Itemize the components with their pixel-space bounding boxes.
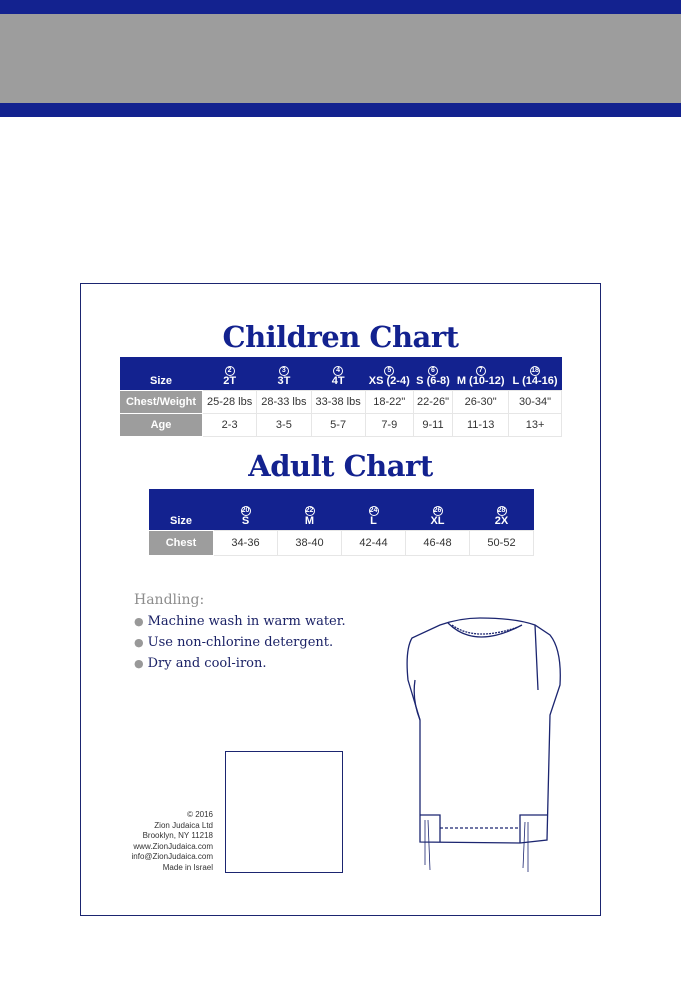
adult-chart-title: Adult Chart <box>248 449 433 483</box>
size-header: Size <box>120 357 203 390</box>
size-label: 2T <box>223 374 237 387</box>
handling-item: ● Dry and cool-iron. <box>134 656 267 671</box>
size-number-badge: 5 <box>384 366 394 376</box>
table-cell: 28-33 lbs <box>257 390 311 413</box>
table-cell: 38-40 <box>278 530 342 555</box>
size-label: S (6-8) <box>416 374 450 387</box>
company-email: info@ZionJudaica.com <box>131 852 213 861</box>
size-column-header <box>203 357 257 390</box>
copyright: © 2016 <box>187 810 213 819</box>
table-row <box>120 390 562 413</box>
size-label: 2X <box>494 514 509 527</box>
tallit-katan-illustration <box>400 610 570 890</box>
size-number-badge: 20 <box>241 506 250 514</box>
size-label: S <box>241 514 250 527</box>
size-number-badge: 2 <box>225 366 235 376</box>
table-row <box>149 530 534 555</box>
size-column-header <box>311 357 365 390</box>
table-cell: 9-11 <box>413 413 452 436</box>
size-label: XL <box>430 514 445 527</box>
size-label: 4T <box>331 374 345 387</box>
size-column-header <box>278 489 342 530</box>
company-website: www.ZionJudaica.com <box>133 841 213 851</box>
handling-item: ● Machine wash in warm water. <box>134 614 346 629</box>
size-label: M (10-12) <box>456 374 505 387</box>
top-blue-band <box>0 0 681 14</box>
size-number-badge: 22 <box>305 506 314 514</box>
size-column-header <box>413 357 452 390</box>
size-column-header <box>406 489 470 530</box>
gray-band <box>0 14 681 103</box>
size-number-badge: 4 <box>333 366 343 376</box>
table-cell: 30-34" <box>509 390 562 413</box>
size-label: L <box>370 514 377 527</box>
size-column-header <box>470 489 534 530</box>
made-in: Made in Israel <box>162 862 213 872</box>
table-cell: 34-36 <box>214 530 278 555</box>
row-label: Chest/Weight <box>120 390 203 413</box>
table-cell: 11-13 <box>453 413 509 436</box>
children-chart-title: Children Chart <box>222 320 459 354</box>
table-cell: 26-30" <box>453 390 509 413</box>
table-cell: 7-9 <box>365 413 413 436</box>
size-column-header <box>214 489 278 530</box>
size-number-badge: 18 <box>531 366 539 374</box>
row-label: Age <box>120 413 203 436</box>
lower-blue-band <box>0 103 681 117</box>
table-cell: 5-7 <box>311 413 365 436</box>
size-column-header <box>257 357 311 390</box>
size-number-badge: 28 <box>497 506 506 514</box>
size-column-header <box>365 357 413 390</box>
company-address <box>132 810 214 873</box>
table-cell: 25-28 lbs <box>203 390 257 413</box>
table-cell: 46-48 <box>406 530 470 555</box>
size-number-badge: 7 <box>476 366 486 376</box>
table-cell: 2-3 <box>203 413 257 436</box>
size-number-badge: 26 <box>433 506 442 514</box>
label-blank-square <box>225 751 343 873</box>
company-name: Zion Judaica Ltd <box>154 820 213 830</box>
company-city: Brooklyn, NY 11218 <box>142 831 213 840</box>
size-number-badge: 3 <box>279 366 289 376</box>
table-cell: 22-26" <box>413 390 452 413</box>
handling-instructions <box>134 590 346 674</box>
row-label: Chest <box>149 530 214 555</box>
handling-heading: Handling: <box>134 592 205 608</box>
size-label: 3T <box>277 374 291 387</box>
table-cell: 33-38 lbs <box>311 390 365 413</box>
size-header: Size <box>149 489 214 530</box>
table-cell: 42-44 <box>342 530 406 555</box>
children-size-table <box>119 357 562 437</box>
size-label: XS (2-4) <box>368 374 410 387</box>
table-row <box>120 413 562 436</box>
size-label: M <box>304 514 315 527</box>
size-number-badge: 6 <box>428 366 438 376</box>
size-column-header <box>509 357 562 390</box>
size-column-header <box>342 489 406 530</box>
header-row <box>120 357 562 390</box>
size-column-header <box>453 357 509 390</box>
table-cell: 50-52 <box>470 530 534 555</box>
table-cell: 3-5 <box>257 413 311 436</box>
size-label: L (14-16) <box>512 374 558 387</box>
header-row <box>149 489 534 530</box>
size-number-badge: 24 <box>369 506 378 514</box>
adult-size-table <box>148 489 534 556</box>
handling-item: ● Use non-chlorine detergent. <box>134 635 334 650</box>
table-cell: 13+ <box>509 413 562 436</box>
table-cell: 18-22" <box>365 390 413 413</box>
